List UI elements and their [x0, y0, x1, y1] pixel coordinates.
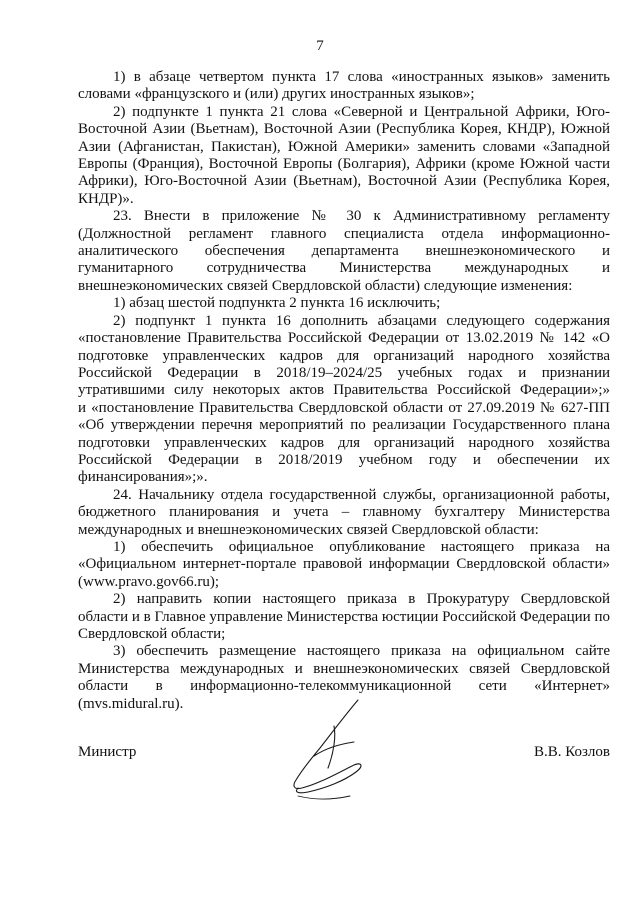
paragraph-2: 2) подпункте 1 пункта 21 слова «Северной и Центральной Африки, Юго-Восточной Азии (Вьетнам), Восточной Азии (Республика Корея, КНДР), Южной Азии (Афганистан, Пакистан), Южной Америки» заменить словами «Западной Европы (Франция), Восточной Европы (Болгария), Африки (кроме Южной части Африки), Юго-Восточной Азии (Вьетнам), Восточной Азии (Республика Корея, КНДР)».	[78, 103, 610, 207]
page-number: 7	[316, 38, 324, 54]
paragraph-6: 1) обеспечить официальное опубликование настоящего приказа на «Официальном интернет-портале правовой информации Свердловской области» (www.pravo.gov66.ru);	[78, 538, 610, 590]
paragraph-8: 3) обеспечить размещение настоящего приказа на официальном сайте Министерства международных и внешнеэкономических связей Свердловской области в информационно-телекоммуникационной сети «Интернет» (mvs.midural.ru).	[78, 643, 610, 712]
signature-block	[78, 738, 610, 798]
signatory-name: В.В. Козлов	[533, 744, 610, 760]
paragraph-4: 2) подпункт 1 пункта 16 дополнить абзацами следующего содержания «постановление Правительства Российской Федерации от 13.02.2019 № 142 «О подготовке управленческих кадров для организаций народного хозяйства Российской Федерации в 2018/19–2024/25 учебных годах и признании утратившими силу некоторых актов Правительства Российской Федерации»;»	[78, 312, 610, 399]
paragraph-item-23: 23. Внести в приложение № 30 к Административному регламенту (Должностной регламент главного специалиста отдела информационно-аналитического обеспечения департамента внешнеэкономического и гуманитарного сотрудничества Министерства международных и внешнеэкономических связей Свердловской области) следующие изменения:	[78, 208, 610, 294]
signatory-position: Министр	[78, 744, 137, 760]
paragraph-7: 2) направить копии настоящего приказа в Прокуратуру Свердловской области и в Главное управление Министерства юстиции Российской Федерации по Свердловской области;	[78, 591, 610, 642]
paragraph-3: 1) абзац шестой подпункта 2 пункта 16 исключить;	[113, 295, 441, 312]
paragraph-item-24: 24. Начальнику отдела государственной службы, организационной работы, бюджетного планирования и учета – главному бухгалтеру Министерства международных и внешнеэкономических связей Свердловской области:	[78, 486, 610, 538]
handwritten-signature	[274, 696, 394, 806]
paragraph-1: 1) в абзаце четвертом пункта 17 слова «иностранных языков» заменить словами «французского и (или) других иностранных языков»;	[78, 69, 610, 103]
paragraph-5: и «постановление Правительства Свердловской области от 27.09.2019 № 627-ПП «Об утверждении перечня мероприятий по реализации Государственного плана подготовки управленческих кадров для организаций народного хозяйства Российской Федерации в 2018/2019 учебном году и обеспечении их финансирования»;».	[78, 399, 610, 486]
order-body-text	[78, 69, 610, 713]
